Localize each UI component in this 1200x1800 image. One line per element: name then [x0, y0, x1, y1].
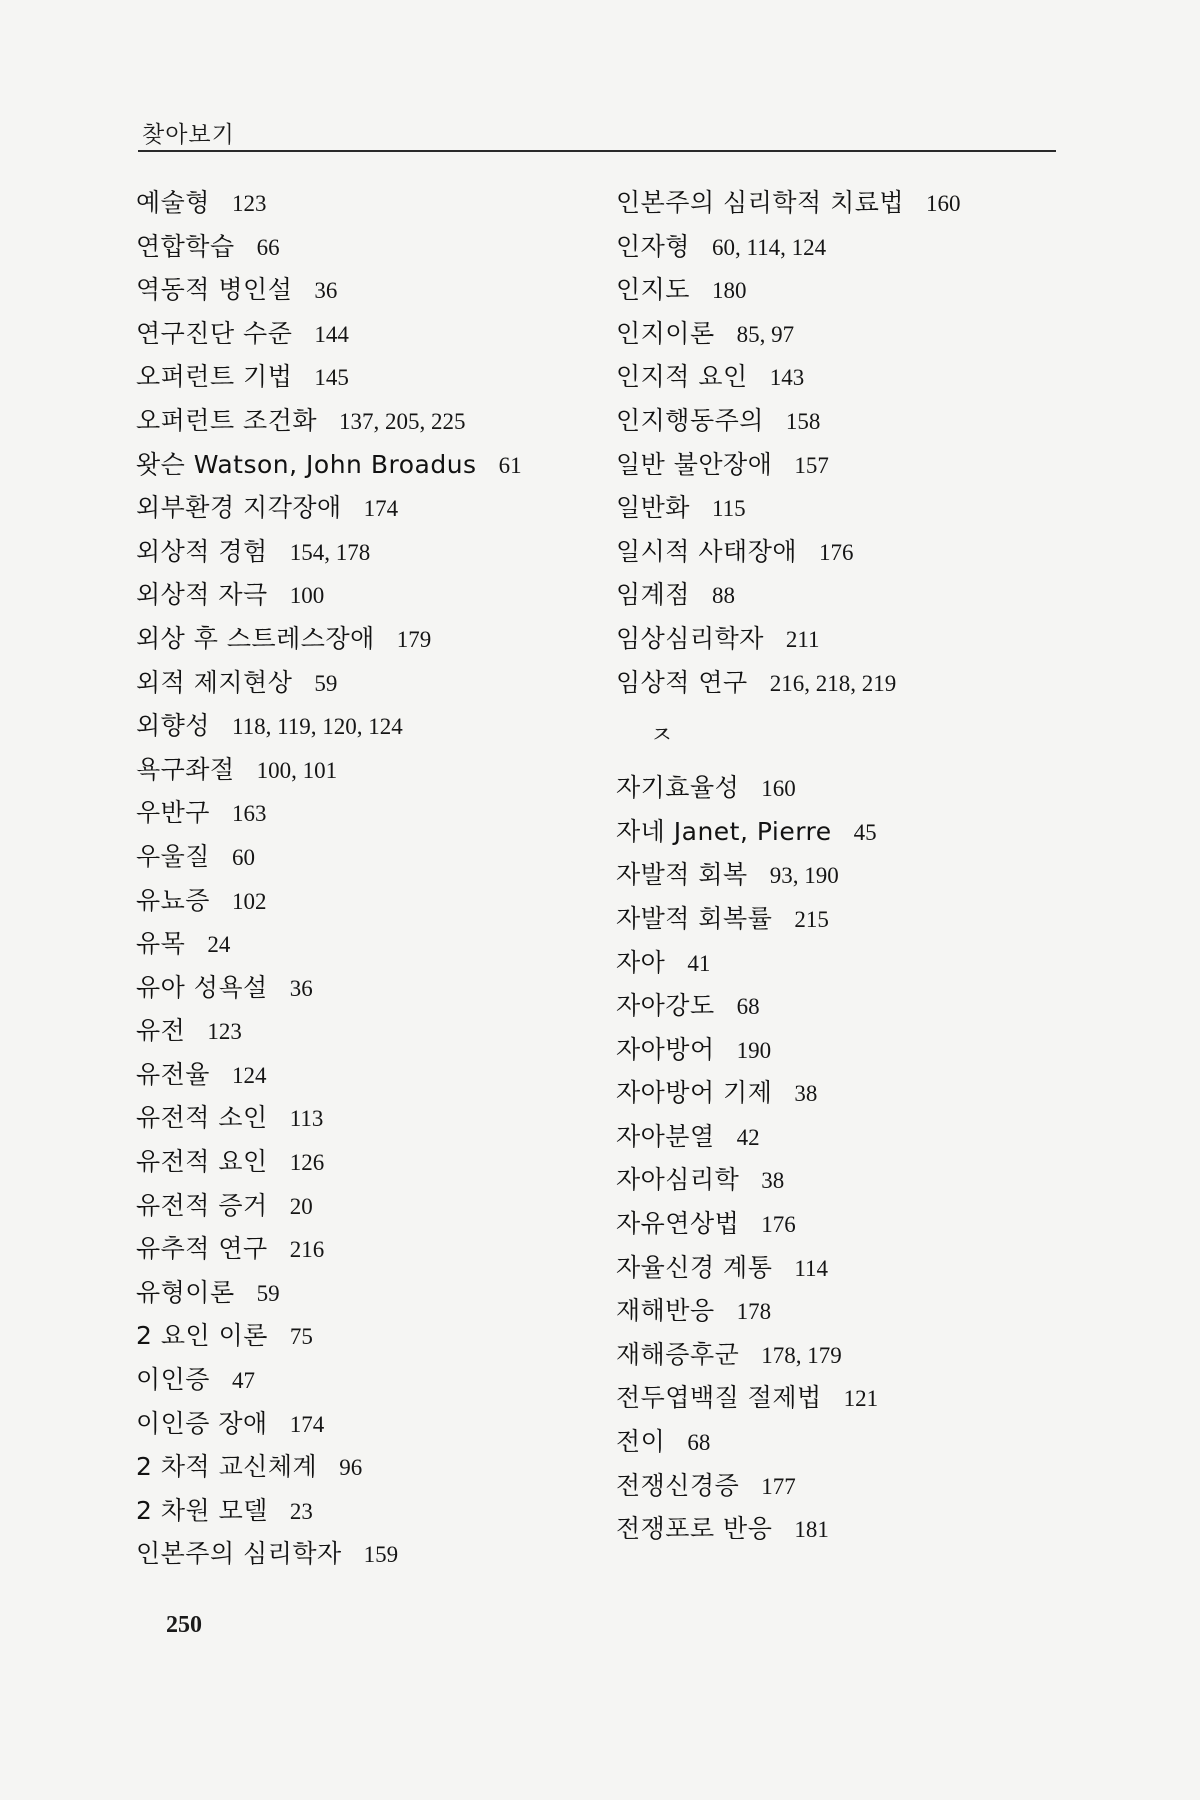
index-term: 외상 후 스트레스장애 — [136, 623, 375, 653]
index-term: 인지행동주의 — [616, 405, 764, 435]
index-term: 유목 — [136, 929, 186, 959]
index-term: 외부환경 지각장애 — [136, 493, 342, 523]
index-entry — [616, 1464, 1056, 1508]
index-entry — [136, 355, 606, 399]
page-references: 211 — [785, 626, 820, 652]
page-references: 36 — [314, 278, 338, 304]
index-term: 자아강도 — [616, 991, 715, 1021]
index-term: 외상적 자극 — [136, 580, 268, 610]
index-term: 욕구좌절 — [136, 754, 235, 784]
index-entry — [136, 1402, 606, 1446]
index-entry — [136, 486, 606, 530]
page-references: 59 — [256, 1280, 280, 1306]
page-references: 176 — [819, 539, 854, 565]
index-term: 임계점 — [616, 580, 690, 610]
index-entry — [136, 1184, 606, 1228]
index-term: 자율신경 계통 — [616, 1252, 773, 1282]
page-references: 123 — [207, 1019, 242, 1045]
index-term: 자발적 회복률 — [616, 903, 773, 933]
index-term: 유전적 요인 — [136, 1147, 268, 1177]
index-term: 재해증후군 — [616, 1339, 740, 1369]
index-term: 인자형 — [616, 231, 690, 261]
index-term: 인본주의 심리학자 — [136, 1539, 342, 1569]
page-references: 190 — [736, 1037, 772, 1063]
index-entry — [136, 181, 606, 225]
index-column-left — [136, 181, 606, 1576]
section-letter: ㅈ — [650, 721, 674, 750]
page-references: 96 — [339, 1455, 363, 1481]
index-term: 자유연상법 — [616, 1209, 740, 1239]
index-entry — [616, 312, 1056, 356]
page-references: 159 — [363, 1542, 399, 1568]
index-entry — [616, 1507, 1056, 1551]
index-term: 인지이론 — [616, 318, 715, 348]
index-entry — [136, 399, 606, 443]
index-term: 임상적 연구 — [616, 667, 748, 697]
index-entry — [616, 1028, 1056, 1072]
page-references: 216, 218, 219 — [769, 670, 897, 696]
index-term: 외향성 — [136, 711, 210, 741]
index-term: 자아방어 — [616, 1034, 715, 1064]
page-number: 250 — [166, 1612, 202, 1638]
index-entry — [136, 1271, 606, 1315]
index-term: 전쟁신경증 — [616, 1470, 740, 1500]
index-entry — [616, 530, 1056, 574]
index-entry — [616, 1158, 1056, 1202]
index-entry — [616, 1246, 1056, 1290]
section-heading — [616, 704, 1056, 766]
index-entry — [136, 1314, 606, 1358]
index-term: 역동적 병인설 — [136, 275, 293, 305]
index-entry — [616, 486, 1056, 530]
page-references: 66 — [256, 234, 280, 260]
page-references: 38 — [761, 1168, 785, 1194]
index-entry — [136, 1009, 606, 1053]
index-entry — [136, 573, 606, 617]
index-term: 오퍼런트 기법 — [136, 362, 293, 392]
index-column-right — [616, 181, 1056, 1551]
index-term: 자아방어 기제 — [616, 1078, 773, 1108]
page-references: 118, 119, 120, 124 — [231, 714, 403, 740]
index-term: 연구진단 수준 — [136, 318, 293, 348]
index-entry — [616, 399, 1056, 443]
index-term: 자아 — [616, 947, 666, 977]
page-references: 75 — [289, 1324, 313, 1350]
page-references: 68 — [736, 994, 760, 1020]
page-references: 154, 178 — [289, 539, 371, 565]
page-references: 115 — [711, 496, 746, 522]
index-term: 2 차적 교신체계 — [136, 1452, 318, 1482]
index-term: 오퍼런트 조건화 — [136, 405, 317, 435]
index-entry — [616, 268, 1056, 312]
index-term: 유추적 연구 — [136, 1234, 268, 1264]
page-references: 181 — [794, 1517, 829, 1543]
index-entry — [136, 966, 606, 1010]
index-entry — [136, 1227, 606, 1271]
index-entry — [616, 617, 1056, 661]
index-term: 임상심리학자 — [616, 623, 764, 653]
index-term: 이인증 — [136, 1365, 210, 1395]
index-term: 인지적 요인 — [616, 362, 748, 392]
page-references: 137, 205, 225 — [339, 408, 466, 434]
index-entry — [616, 573, 1056, 617]
page-references: 100 — [289, 583, 325, 609]
index-entry — [136, 617, 606, 661]
page-references: 100, 101 — [256, 757, 338, 783]
index-entry — [136, 1445, 606, 1489]
page-references: 102 — [231, 888, 267, 914]
index-entry — [616, 1420, 1056, 1464]
index-entry — [616, 984, 1056, 1028]
index-entry — [136, 225, 606, 269]
index-term: 유전율 — [136, 1059, 210, 1089]
index-term: 유형이론 — [136, 1277, 235, 1307]
page-references: 124 — [231, 1062, 267, 1088]
page-references: 38 — [794, 1081, 818, 1107]
index-entry — [136, 1140, 606, 1184]
index-entry — [136, 704, 606, 748]
index-term: 자기효율성 — [616, 773, 740, 803]
index-term: 자발적 회복 — [616, 860, 748, 890]
page-references: 143 — [769, 365, 805, 391]
index-term: 일반 불안장애 — [616, 449, 773, 479]
index-term: 인본주의 심리학적 치료법 — [616, 188, 905, 217]
page-references: 121 — [843, 1386, 879, 1412]
index-term: 일반화 — [616, 493, 690, 523]
index-term: 우반구 — [136, 798, 210, 828]
page-references: 36 — [289, 975, 313, 1001]
header-divider — [138, 150, 1056, 152]
index-entry — [616, 443, 1056, 487]
index-entry — [616, 1376, 1056, 1420]
index-term: 유뇨증 — [136, 885, 210, 915]
page-references: 60 — [231, 844, 255, 870]
page-references: 24 — [207, 932, 231, 958]
index-term: 유전적 소인 — [136, 1103, 268, 1133]
index-term: 2 요인 이론 — [136, 1321, 268, 1351]
index-term: 인지도 — [616, 275, 690, 305]
index-entry — [616, 1202, 1056, 1246]
page-references: 47 — [231, 1368, 255, 1394]
index-entry — [136, 530, 606, 574]
index-entry — [616, 766, 1056, 810]
index-term: 유전 — [136, 1016, 186, 1046]
index-term: 유아 성욕설 — [136, 972, 268, 1002]
index-entry — [136, 879, 606, 923]
page-references: 42 — [736, 1124, 760, 1150]
page-references: 61 — [498, 452, 522, 478]
page-references: 177 — [761, 1473, 796, 1499]
index-term: 전두엽백질 절제법 — [616, 1383, 822, 1413]
index-entry — [136, 268, 606, 312]
index-entry — [136, 443, 606, 487]
index-term: 2 차원 모델 — [136, 1495, 268, 1525]
index-entry — [616, 941, 1056, 985]
index-entry — [136, 922, 606, 966]
index-entry — [616, 1115, 1056, 1159]
index-term: 왓슨 Watson, John Broadus — [136, 449, 477, 479]
page-references: 41 — [687, 950, 711, 976]
page-references: 178 — [736, 1299, 772, 1325]
index-entry — [136, 1096, 606, 1140]
page-references: 114 — [794, 1255, 829, 1281]
index-entry — [616, 1289, 1056, 1333]
index-term: 연합학습 — [136, 231, 235, 261]
index-entry — [136, 835, 606, 879]
page-references: 157 — [794, 452, 829, 478]
page-references: 113 — [289, 1106, 324, 1132]
index-term: 일시적 사태장애 — [616, 536, 797, 566]
index-term: 자네 Janet, Pierre — [616, 816, 832, 846]
index-term: 자아심리학 — [616, 1165, 740, 1195]
page-references: 179 — [396, 626, 432, 652]
index-entry — [616, 355, 1056, 399]
index-term: 재해반응 — [616, 1296, 715, 1326]
index-entry — [136, 1358, 606, 1402]
page-references: 126 — [289, 1150, 325, 1176]
page-references: 160 — [761, 776, 796, 802]
page-references: 176 — [761, 1212, 796, 1238]
index-entry — [616, 661, 1056, 705]
index-entry — [136, 661, 606, 705]
index-term: 외상적 경험 — [136, 536, 268, 566]
page-references: 59 — [314, 670, 338, 696]
index-entry — [136, 1532, 606, 1576]
page-references: 174 — [289, 1411, 325, 1437]
index-term: 외적 제지현상 — [136, 667, 293, 697]
page-references: 145 — [314, 365, 349, 391]
index-entry — [616, 853, 1056, 897]
page-references: 85, 97 — [736, 321, 795, 347]
page-header-title: 찾아보기 — [142, 122, 235, 148]
index-term: 예술형 — [136, 188, 210, 217]
page-references: 158 — [785, 408, 821, 434]
index-entry — [616, 225, 1056, 269]
page-references: 45 — [853, 819, 877, 845]
page-references: 60, 114, 124 — [711, 234, 827, 260]
index-term: 이인증 장애 — [136, 1408, 268, 1438]
page-references: 160 — [926, 191, 961, 216]
page-references: 123 — [231, 191, 267, 216]
page-references: 68 — [687, 1430, 711, 1456]
page-references: 23 — [289, 1498, 313, 1524]
page-references: 88 — [711, 583, 735, 609]
index-entry — [136, 748, 606, 792]
index-term: 유전적 증거 — [136, 1190, 268, 1220]
index-entry — [616, 1071, 1056, 1115]
index-term: 자아분열 — [616, 1121, 715, 1151]
index-term: 우울질 — [136, 841, 210, 871]
index-entry — [616, 1333, 1056, 1377]
page-references: 93, 190 — [769, 863, 839, 889]
page-references: 174 — [363, 496, 399, 522]
page-references: 180 — [711, 278, 747, 304]
index-entry — [136, 1489, 606, 1533]
page-references: 20 — [289, 1193, 313, 1219]
page-references: 144 — [314, 321, 349, 347]
index-entry — [616, 181, 1056, 225]
page-references: 215 — [794, 906, 829, 932]
page-references: 178, 179 — [761, 1342, 842, 1368]
index-entry — [616, 897, 1056, 941]
index-term: 전쟁포로 반응 — [616, 1514, 773, 1544]
page-references: 163 — [231, 801, 267, 827]
page-references: 216 — [289, 1237, 325, 1263]
index-entry — [136, 1053, 606, 1097]
index-entry — [616, 810, 1056, 854]
index-entry — [136, 791, 606, 835]
index-entry — [136, 312, 606, 356]
index-term: 전이 — [616, 1427, 666, 1457]
